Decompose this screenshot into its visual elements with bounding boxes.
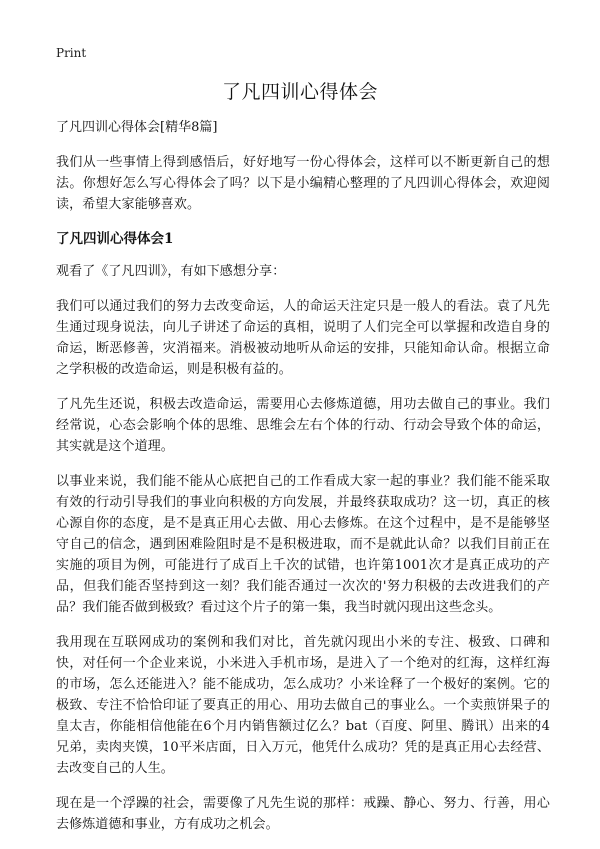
paragraph-6: 现在是一个浮躁的社会，需要像了凡先生说的那样：戒躁、静心、努力、行善，用心去修炼道德和事业，方有成功之机会。: [56, 796, 550, 832]
paragraph-4: 以事业来说，我们能不能从心底把自己的工作看成大家一起的事业？我们能不能采取有效的行动引导我们的事业向积极的方向发展，并最终获取成功？这一切，真正的核心源自你的态度，是不是真正用心去做、用心去修炼。在这个过程中，是不是能够坚守自己的信念，遇到困难险阻时是不是积极进取，而不是就此认命？以我们目前正在实施的项目为例，可能进行了成百上千次的试错，也许第1001次才是真正成功的产品，但我们能否坚持到这一刻？我们能否通过一次次的'努力积极的去改进我们的产品？我们能否做到极致？看过这个片子的第一集，我当时就闪现出这些念头。: [56, 474, 550, 615]
section-heading: 了凡四训心得体会1: [56, 231, 174, 247]
paragraph-3: 了凡先生还说，积极去改造命运，需要用心去修炼道德，用功去做自己的事业。我们经常说，心态会影响个体的思维、思维会左右个体的行动、行动会导致个体的命运，其实就是这个道理。: [56, 397, 550, 454]
article-subtitle: 了凡四训心得体会[精华8篇]: [56, 120, 218, 135]
paragraph-1: 观看了《了凡四训》，有如下感想分享：: [56, 264, 286, 279]
print-link[interactable]: Print: [56, 46, 87, 60]
paragraph-5: 我用现在互联网成功的案例和我们对比，首先就闪现出小米的专注、极致、口碑和快，对任何一个企业来说，小米进入手机市场，是进入了一个绝对的红海，这样红海的市场，怎么还能进入？能不能成功，怎么成功？小米诠释了一个极好的案例。它的极致、专注不恰恰印证了要真正的用心、用功去做自己的事业么。一个卖煎饼果子的皇太吉，你能相信他能在6个月内销售额过亿么？bat（百度、阿里、腾讯）出来的4兄弟，卖肉夹馍，10平米店面，日入万元，他凭什么成功？凭的是真正用心去经营、去改变自己的人生。: [56, 635, 550, 776]
article-body: [56, 118, 550, 849]
intro-paragraph: 我们从一些事情上得到感悟后，好好地写一份心得体会，这样可以不断更新自己的想法。你想好怎么写心得体会了吗？以下是小编精心整理的了凡四训心得体会，欢迎阅读，希望大家能够喜欢。: [56, 155, 550, 212]
paragraph-2: 我们可以通过我们的努力去改变命运，人的命运天注定只是一般人的看法。袁了凡先生通过现身说法，向儿子讲述了命运的真相，说明了人们完全可以掌握和改造自身的命运，断恶修善，灾消福来。消极被动地听从命运的安排，只能知命认命。根据立命之学积极的改造命运，则是积极有益的。: [56, 299, 550, 377]
page-title: 了凡四训心得体会: [221, 81, 378, 103]
